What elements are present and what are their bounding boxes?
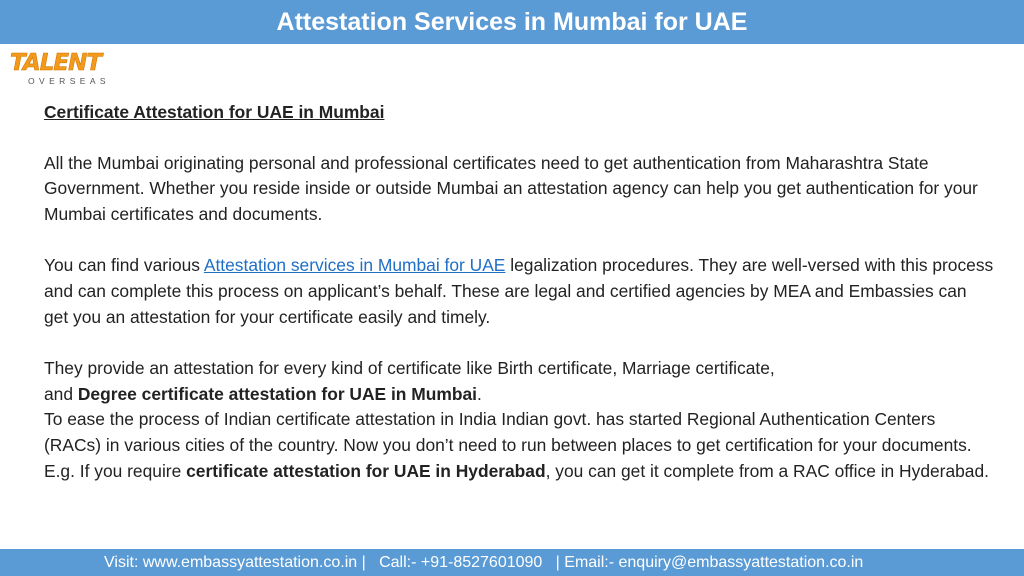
- footer-phone[interactable]: Call:- +91-8527601090: [365, 554, 552, 571]
- paragraph-rac: [44, 407, 994, 484]
- footer-website[interactable]: Visit: www.embassyattestation.co.in |: [104, 554, 366, 571]
- services-text-before: You can find various: [44, 255, 204, 276]
- main-content: [44, 100, 994, 484]
- logo-sub-text: OVERSEAS: [28, 76, 110, 86]
- certificates-line1: They provide an attestation for every kind of certificate like Birth certificate, Marriage certificate,: [44, 357, 775, 378]
- paragraph-authentication: All the Mumbai originating personal and professional certificates need to get authentication from Maharashtra State Government. Whether you reside inside or outside Mumbai an attestation agency can help you get authentication for your Mumbai certificates and documents.: [44, 152, 978, 225]
- talent-overseas-logo: [10, 52, 110, 86]
- section-heading: Certificate Attestation for UAE in Mumbai: [44, 102, 385, 122]
- certificates-end: .: [476, 383, 482, 404]
- footer-email[interactable]: | Email:- enquiry@embassyattestation.co.in: [551, 554, 864, 571]
- rac-text-before: To ease the process of Indian certificate attestation in India Indian govt. has started Regional Authentication Centers (RACs) in various cities of the country. Now you don’t need to run between places to get certification for your documents. E.g. If you require: [44, 409, 972, 481]
- services-text-after: legalization procedures. They are well-versed with this process and can complete this process on applicant’s behalf. These are legal and certified agencies by MEA and Embassies can get you an attestation for your certificate easily and timely.: [44, 255, 994, 327]
- title-bar: [0, 0, 1024, 44]
- footer-contact: [104, 549, 863, 576]
- logo-main-text: TALENT: [10, 50, 102, 76]
- certificates-and: and: [44, 383, 78, 404]
- hyderabad-attestation-bold: certificate attestation for UAE in Hyderabad: [186, 460, 546, 481]
- page-title: Attestation Services in Mumbai for UAE: [276, 8, 748, 36]
- attestation-services-link[interactable]: Attestation services in Mumbai for UAE: [203, 255, 506, 276]
- paragraph-certificates: [44, 356, 994, 407]
- rac-text-after: , you can get it complete from a RAC office in Hyderabad.: [545, 460, 989, 481]
- degree-attestation-bold: Degree certificate attestation for UAE in Mumbai: [77, 383, 477, 404]
- paragraph-services: [44, 253, 994, 330]
- footer-bar: [0, 549, 1024, 576]
